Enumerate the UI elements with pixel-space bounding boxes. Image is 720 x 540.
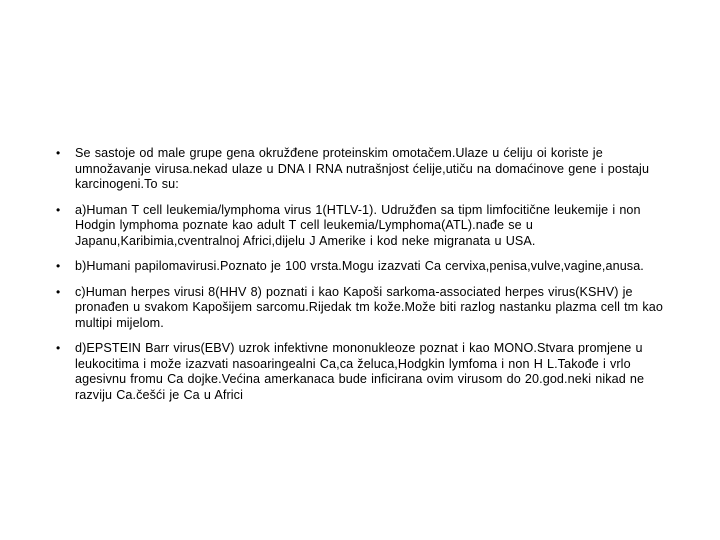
bullet-item-hpv <box>56 259 668 275</box>
bullet-icon: • <box>56 341 61 355</box>
bullet-text: c)Human herpes virusi 8(HHV 8) poznati i kao Kapoši sarkoma-associated herpes virus(KSHV) je pronađen u svakom Kapošijem sarcomu.Rijedak tm kože.Može biti razlog nastanku plazma cell tm kao multipi mijelom. <box>75 284 663 330</box>
bullet-list <box>56 146 668 403</box>
bullet-text: a)Human T cell leukemia/lymphoma virus 1(HTLV-1). Udružđen sa tipm limfocitične leukemije i non Hodgin lymphoma poznate kao adult T cell leukemia/Lymphoma(ATL).nađe se u Japanu,Karibimia,cventralnoj Africi,dijelu J Amerike i kod neke migranata u USA. <box>75 202 641 248</box>
bullet-icon: • <box>56 202 61 217</box>
bullet-item-ebv <box>56 341 668 403</box>
bullet-text: Se sastoje od male grupe gena okružđene proteinskim omotačem.Ulaze u ćeliju oi koriste je umnožavanje virusa.nekad ulaze u DNA I RNA nutrašnjost ćelije,utiču na domaćinove gene i postaju karcinogeni.To su: <box>75 146 650 191</box>
bullet-text: b)Humani papilomavirusi.Poznato je 100 vrsta.Mogu izazvati Ca cervixa,penisa,vulve,vagine,anusa. <box>75 259 644 273</box>
bullet-icon: • <box>56 259 61 273</box>
bullet-icon: • <box>56 146 61 160</box>
bullet-icon: • <box>56 284 61 299</box>
bullet-item-hhv8 <box>56 285 668 332</box>
bullet-item-htlv <box>56 203 668 250</box>
bullet-item-intro <box>56 146 668 193</box>
bullet-text: d)EPSTEIN Barr virus(EBV) uzrok infektivne mononukleoze poznat i kao MONO.Stvara promjene u leukocitima i može izazvati nasoaringealni Ca,ca želuca,Hodgkin lymfoma i non H L.Takođe i vrlo agesivnu fromu Ca dojke.Većina amerkanaca bude inficirana ovim virusom do 20.god.neki nikad ne razviju Ca.češći je Ca u Africi <box>75 341 645 402</box>
slide-body <box>56 146 668 413</box>
